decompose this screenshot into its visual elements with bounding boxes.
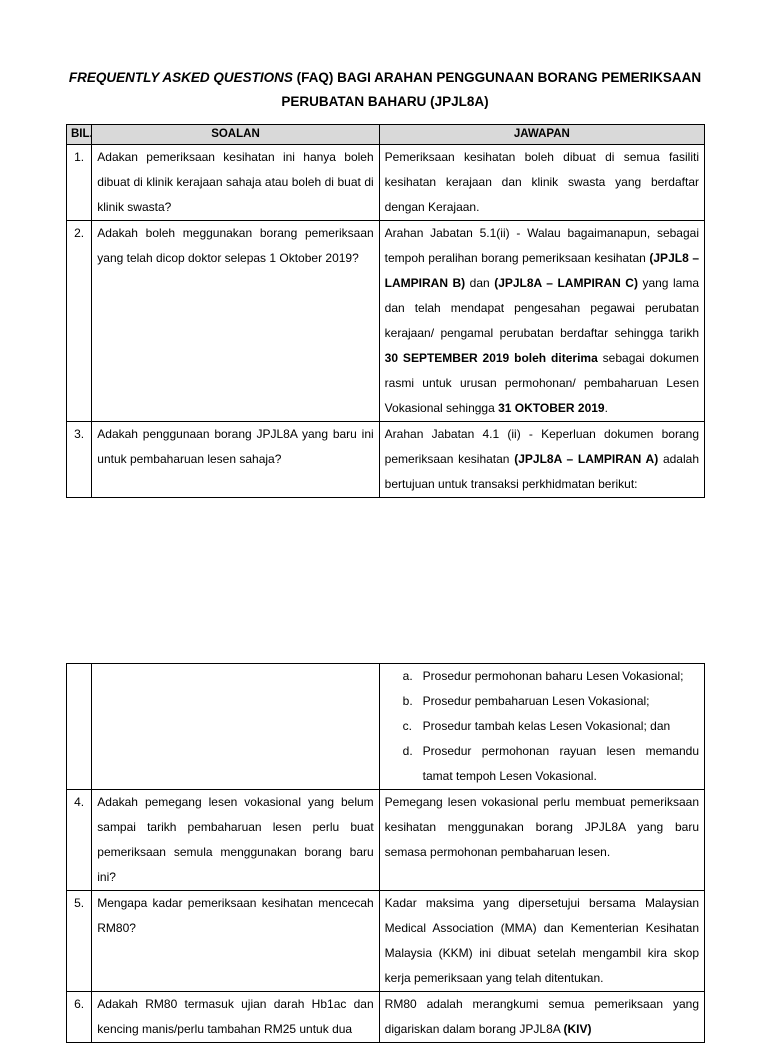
answer-cell xyxy=(379,992,704,1043)
title-italic: FREQUENTLY ASKED QUESTIONS xyxy=(68,70,293,85)
table-row xyxy=(67,891,705,992)
row-number: 1. xyxy=(67,145,92,221)
answer-bold-text: (JPJL8A – LAMPIRAN C) xyxy=(494,276,638,290)
header-bil: BIL. xyxy=(67,125,92,145)
list-marker: c. xyxy=(402,719,413,733)
list-marker: d. xyxy=(402,744,413,758)
answer-cell xyxy=(379,221,704,422)
row-number: 6. xyxy=(67,992,92,1043)
page-title xyxy=(66,66,704,114)
question-cell: Adakah RM80 termasuk ujian darah Hb1ac dan kencing manis/perlu tambahan RM25 untuk dua xyxy=(92,992,379,1043)
continuation-row xyxy=(67,664,705,790)
list-text: Prosedur pembaharuan Lesen Vokasional; xyxy=(422,694,650,708)
answer-text: yang lama dan telah mendapat pengesahan pegawai perubatan kerajaan/ pengamal perubatan berdaftar sehingga tarikh xyxy=(384,276,699,340)
table-row xyxy=(67,145,705,221)
answer-text: Pemegang lesen vokasional perlu membuat pemeriksaan kesihatan menggunakan borang JPJL8A yang baru semasa permohonan pembaharuan lesen. xyxy=(384,795,699,859)
answer-cell xyxy=(379,145,704,221)
answer-bold-text: 30 SEPTEMBER 2019 boleh diterima xyxy=(384,351,598,365)
question-cell: Adakan pemeriksaan kesihatan ini hanya boleh dibuat di klinik kerajaan sahaja atau boleh di buat di klinik swasta? xyxy=(92,145,379,221)
answer-text: adalah bertujuan untuk transaksi perkhidmatan berikut: xyxy=(384,452,699,491)
header-soalan: SOALAN xyxy=(92,125,379,145)
row-number: 4. xyxy=(67,790,92,891)
row-number: 3. xyxy=(67,422,92,498)
header-jawapan: JAWAPAN xyxy=(379,125,704,145)
table-row xyxy=(67,790,705,891)
list-text: Prosedur permohonan baharu Lesen Vokasional; xyxy=(422,669,684,683)
list-text: Prosedur permohonan rayuan lesen memandu tamat tempoh Lesen Vokasional. xyxy=(422,744,699,783)
title-rest: (FAQ) BAGI ARAHAN PENGGUNAAN BORANG PEMERIKSAAN PERUBATAN BAHARU (JPJL8A) xyxy=(281,70,702,109)
list-item xyxy=(403,714,699,739)
faq-table-2 xyxy=(66,663,705,1043)
faq-body-2 xyxy=(67,664,705,1043)
list-text: Prosedur tambah kelas Lesen Vokasional; dan xyxy=(422,719,671,733)
answer-text: dan xyxy=(465,276,495,290)
answer-text: Kadar maksima yang dipersetujui bersama Malaysian Medical Association (MMA) dan Kementerian Kesihatan Malaysia (KKM) ini dibuat setelah mengambil kira skop kerja pemeriksaan yang telah ditentukan. xyxy=(384,896,699,985)
list-item xyxy=(403,664,699,689)
answer-text: . xyxy=(604,401,608,415)
answer-text: RM80 adalah merangkumi semua pemeriksaan yang digariskan dalam borang JPJL8A xyxy=(384,997,699,1036)
question-cell: Adakah penggunaan borang JPJL8A yang baru ini untuk pembaharuan lesen sahaja? xyxy=(92,422,379,498)
answer-text: Arahan Jabatan 5.1(ii) - Walau bagaimanapun, sebagai tempoh peralihan borang pemeriksaan kesihatan xyxy=(384,226,699,265)
answer-text: Arahan Jabatan 4.1 (ii) - Keperluan dokumen borang pemeriksaan kesihatan xyxy=(384,427,699,466)
continuation-bil xyxy=(67,664,92,790)
answer-cell xyxy=(379,790,704,891)
transaction-list xyxy=(385,664,699,789)
answer-cell xyxy=(379,422,704,498)
answer-bold-text: (KIV) xyxy=(563,1022,592,1036)
answer-text: sebagai dokumen rasmi untuk urusan permohonan/ pembaharuan Lesen Vokasional sehingga xyxy=(384,351,699,415)
list-item xyxy=(403,739,699,789)
faq-table-1 xyxy=(66,124,705,498)
header-row xyxy=(67,125,705,145)
answer-bold-text: 31 OKTOBER 2019 xyxy=(498,401,605,415)
continuation-jawapan xyxy=(379,664,704,790)
table-row xyxy=(67,422,705,498)
table-row xyxy=(67,992,705,1043)
continuation-soalan xyxy=(92,664,379,790)
question-cell: Adakah pemegang lesen vokasional yang belum sampai tarikh pembaharuan lesen perlu buat pemeriksaan semula menggunakan borang baru ini? xyxy=(92,790,379,891)
question-cell: Adakah boleh meggunakan borang pemeriksaan yang telah dicop doktor selepas 1 Oktober 2019? xyxy=(92,221,379,422)
faq-body-1 xyxy=(67,145,705,498)
table-row xyxy=(67,221,705,422)
answer-cell xyxy=(379,891,704,992)
answer-bold-text: (JPJL8A – LAMPIRAN A) xyxy=(514,452,659,466)
list-marker: a. xyxy=(402,669,413,683)
row-number: 5. xyxy=(67,891,92,992)
list-marker: b. xyxy=(402,694,413,708)
list-item xyxy=(403,689,699,714)
answer-text: Pemeriksaan kesihatan boleh dibuat di semua fasiliti kesihatan kerajaan dan klinik swasta yang berdaftar dengan Kerajaan. xyxy=(384,150,699,214)
answer-bold-text: (JPJL8 – LAMPIRAN B) xyxy=(384,251,699,290)
question-cell: Mengapa kadar pemeriksaan kesihatan mencecah RM80? xyxy=(92,891,379,992)
row-number: 2. xyxy=(67,221,92,422)
